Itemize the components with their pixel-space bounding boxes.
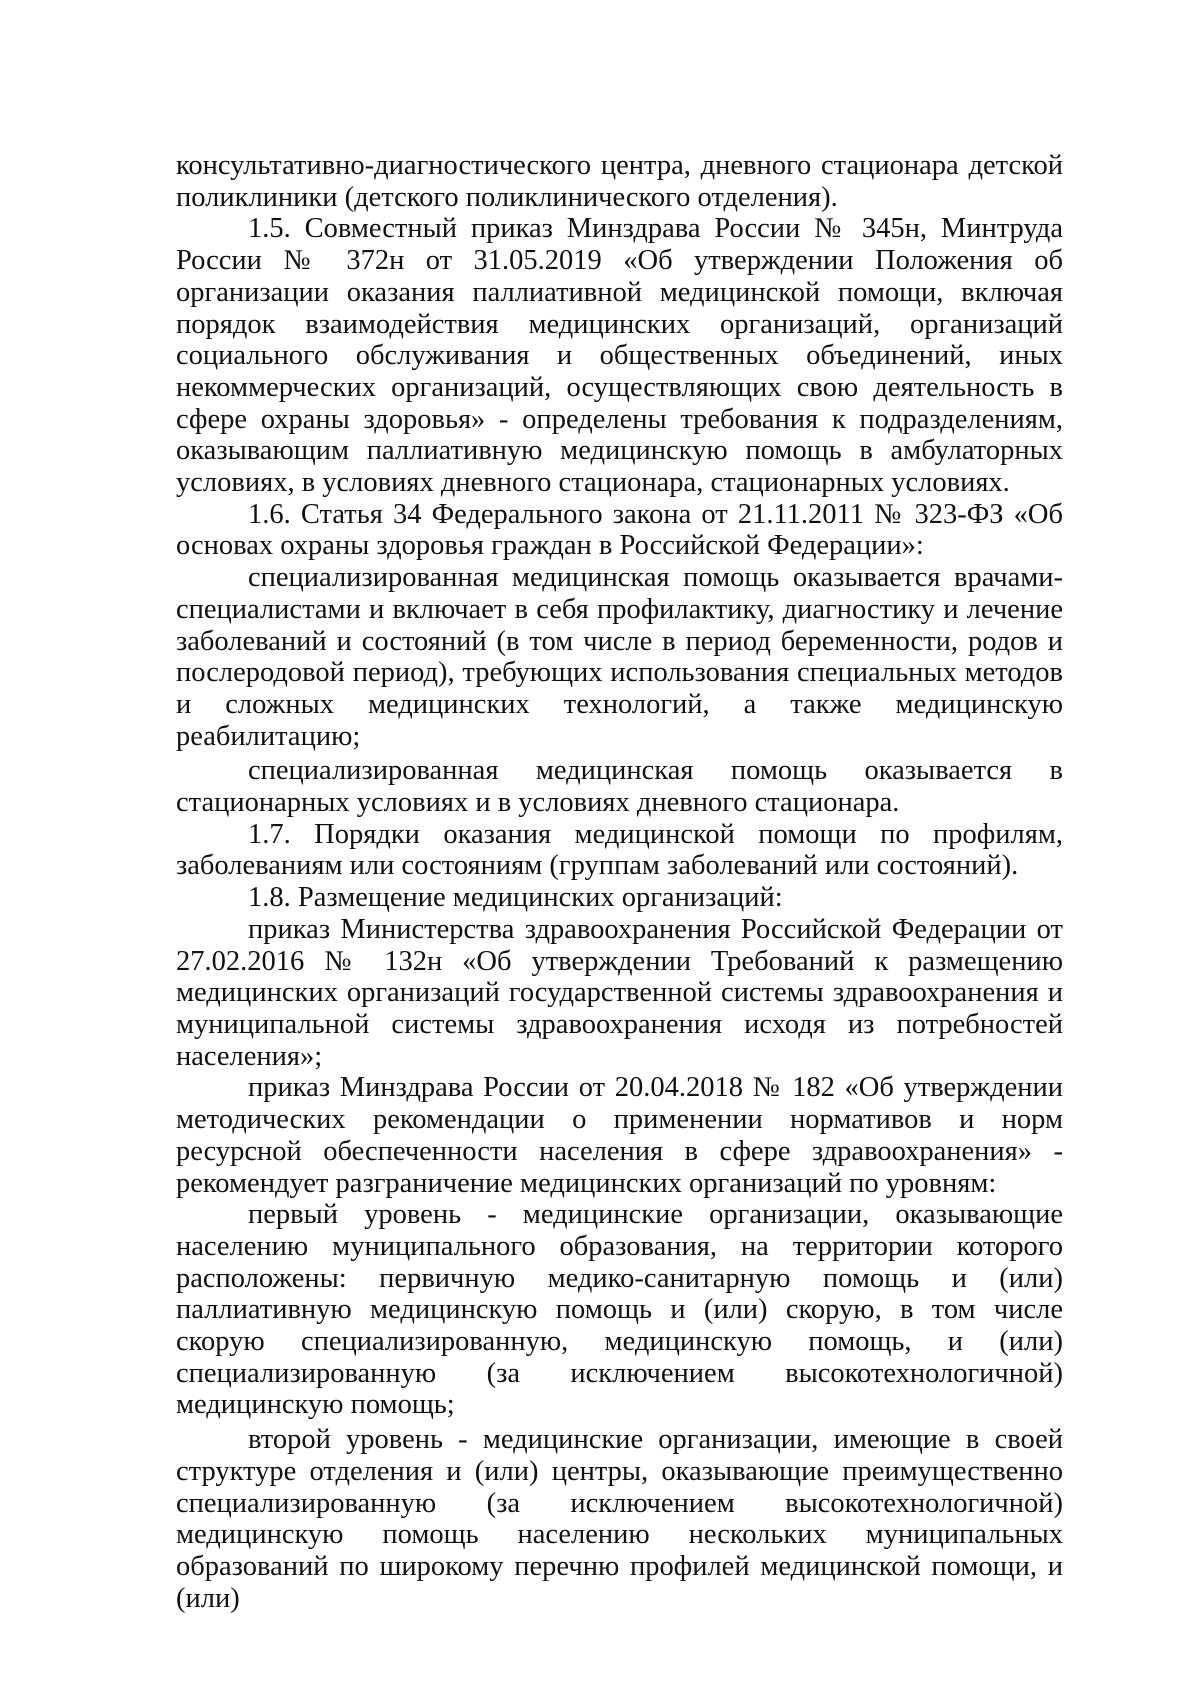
paragraph-continuation: консультативно-диагностического центра, дневного стационара детской поликлиники (детского поликлинического отделения). <box>176 150 1063 213</box>
paragraph-first-level: первый уровень - медицинские организации, оказывающие населению муниципального образования, на территории которого расположены: первичную медико-санитарную помощь и (или) паллиативную медицинскую помощь и (или) скорую, в том числе скорую специализированную, медицинскую помощь, и (или) специализированную (за исключением высокотехнологичной) медицинскую помощь; <box>176 1199 1063 1421</box>
paragraph-order-132n: приказ Министерства здравоохранения Российской Федерации от 27.02.2016 № 132н «Об утверждении Требований к размещению медицинских организаций государственной системы здравоохранения и муниципальной системы здравоохранения исходя из потребностей населения»; <box>176 913 1063 1072</box>
paragraph-second-level: второй уровень - медицинские организации, имеющие в своей структуре отделения и (или) центры, оказывающие преимущественно специализированную (за исключением высокотехнологичной) медицинскую помощь населению нескольких муниципальных образований по широкому перечню профилей медицинской помощи, и (или) <box>176 1424 1063 1614</box>
paragraph-order-182: приказ Минздрава России от 20.04.2018 № 182 «Об утверждении методических рекомендации о применении нормативов и норм ресурсной обеспеченности населения в сфере здравоохранения» - рекомендует разграничение медицинских организаций по уровням: <box>176 1072 1063 1199</box>
paragraph-specialized-care-conditions: специализированная медицинская помощь оказывается в стационарных условиях и в условиях дневного стационара. <box>176 755 1063 819</box>
paragraph-1-5: 1.5. Совместный приказ Минздрава России № 345н, Минтруда России № 372н от 31.05.2019 «Об утверждении Положения об организации оказания паллиативной медицинской помощи, включая порядок взаимодействия медицинских организаций, организаций социального обслуживания и общественных объединений, иных некоммерческих организаций, осуществляющих свою деятельность в сфере охраны здоровья» - определены требования к подразделениям, оказывающим паллиативную медицинскую помощь в амбулаторных условиях, в условиях дневного стационара, стационарных условиях. <box>176 213 1063 499</box>
paragraph-specialized-care-definition: специализированная медицинская помощь оказывается врачами-специалистами и включает в себя профилактику, диагностику и лечение заболеваний и состояний (в том числе в период беременности, родов и послеродовой период), требующих использования специальных методов и сложных медицинских технологий, а также медицинскую реабилитацию; <box>176 562 1063 752</box>
paragraph-1-8: 1.8. Размещение медицинских организаций: <box>248 882 783 914</box>
paragraph-1-7: 1.7. Порядки оказания медицинской помощи по профилям, заболеваниям или состояниям (группам заболеваний или состояний). <box>176 818 1063 882</box>
paragraph-1-6: 1.6. Статья 34 Федерального закона от 21.11.2011 № 323-ФЗ «Об основах охраны здоровья граждан в Российской Федерации»: <box>176 498 1063 562</box>
document-body <box>176 150 1063 1614</box>
